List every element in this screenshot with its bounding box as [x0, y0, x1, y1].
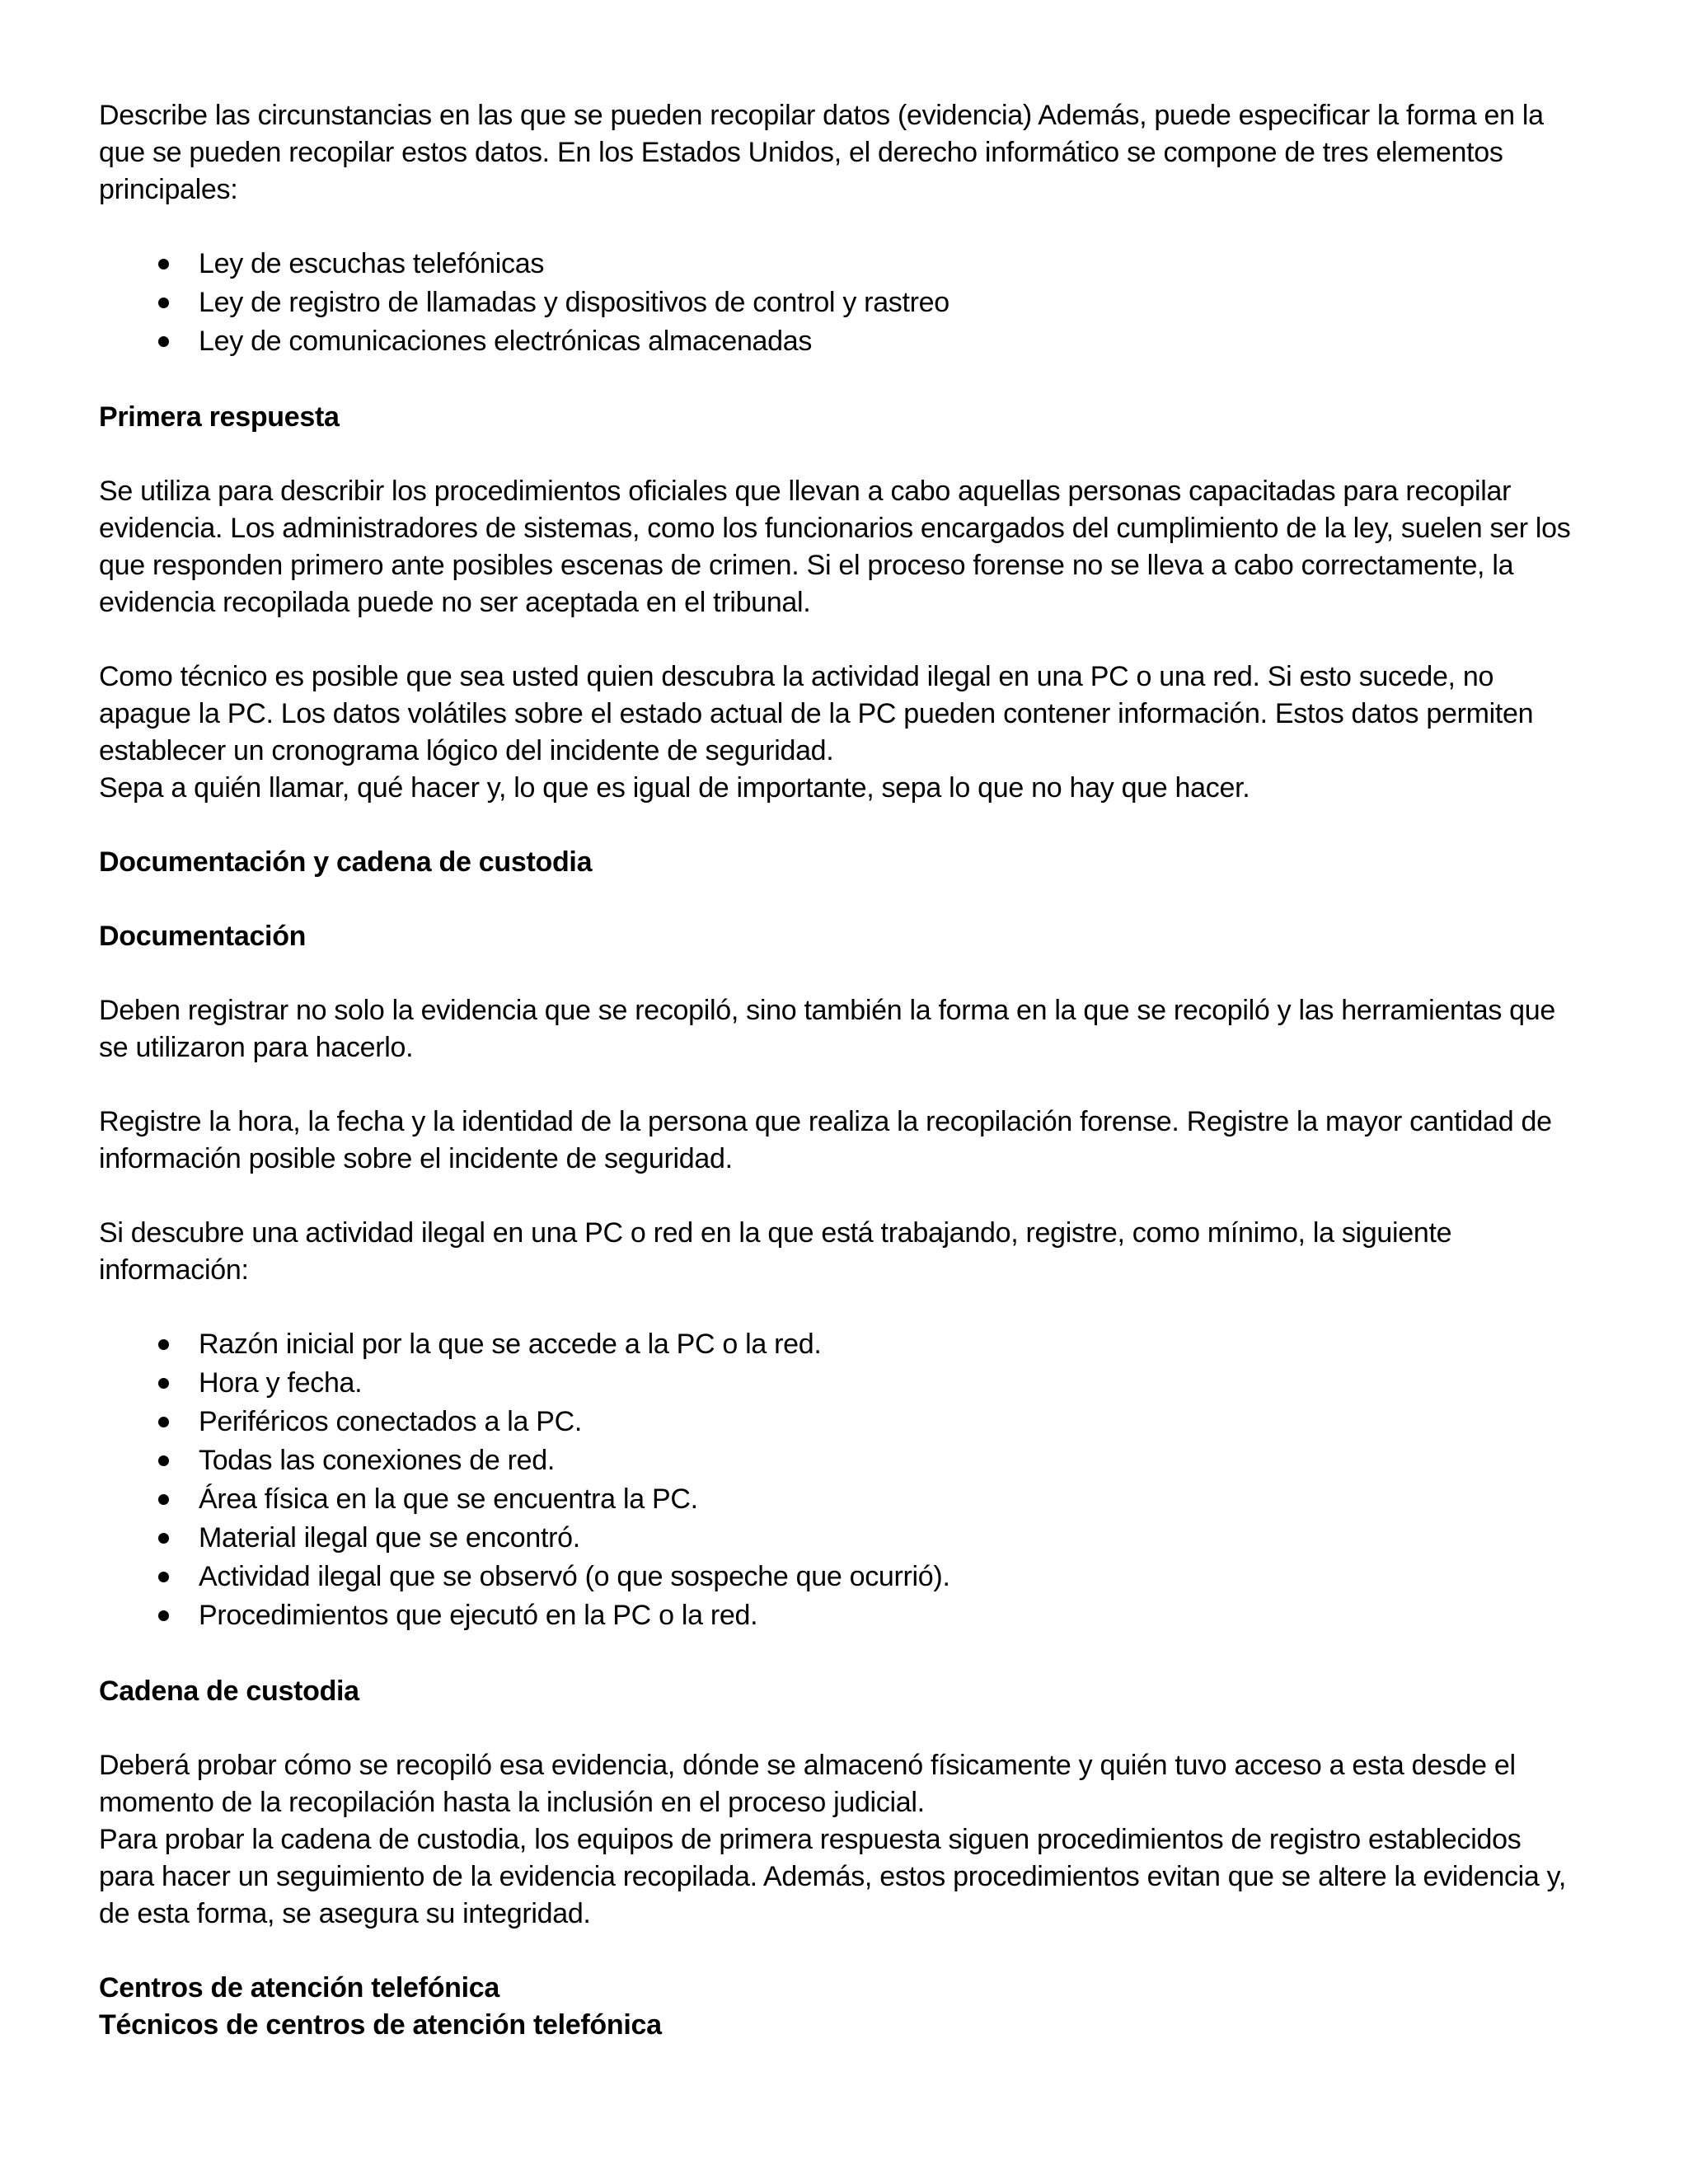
list-item: [99, 1558, 1582, 1597]
heading-chain-of-custody: Cadena de custodia: [99, 1675, 359, 1707]
heading-call-center-technicians: Técnicos de centros de atención telefónica: [99, 2009, 662, 2041]
documentation-paragraph-3: Si descubre una actividad ilegal en una PC o red en la que está trabajando, registre, como mínimo, la siguiente información:: [99, 1217, 1452, 1286]
list-item: [99, 284, 1582, 323]
heading-call-centers: Centros de atención telefónica: [99, 1972, 499, 2004]
heading-documentation-chain: Documentación y cadena de custodia: [99, 846, 593, 878]
bullet-icon: [158, 1494, 169, 1505]
list-item-text: Procedimientos que ejecutó en la PC o la red.: [199, 1600, 758, 1631]
list-item: [99, 1481, 1582, 1520]
documentation-paragraph-2: Registre la hora, la fecha y la identidad de la persona que realiza la recopilación forense. Registre la mayor cantidad de información posible sobre el incidente de seguridad.: [99, 1106, 1552, 1174]
intro-paragraph: Describe las circunstancias en las que se pueden recopilar datos (evidencia) Además, puede especificar la forma en la que se pueden recopilar estos datos. En los Estados Unidos, el derecho informático se compone de tres elementos principales:: [99, 100, 1544, 205]
list-item: [99, 323, 1582, 362]
list-item-text: Área física en la que se encuentra la PC.: [199, 1483, 698, 1515]
first-response-paragraph-3: Sepa a quién llamar, qué hacer y, lo que es igual de importante, sepa lo que no hay que hacer.: [99, 772, 1250, 804]
bullet-icon: [158, 1339, 169, 1350]
bullet-icon: [158, 298, 169, 308]
document-page: [99, 97, 1582, 2044]
custody-paragraph-1: Deberá probar cómo se recopiló esa evidencia, dónde se almacenó físicamente y quién tuvo acceso a esta desde el momento de la recopilación hasta la inclusión en el proceso judicial.: [99, 1750, 1516, 1818]
list-item: [99, 246, 1582, 284]
bullet-icon: [158, 259, 169, 269]
list-item-text: Actividad ilegal que se observó (o que sospeche que ocurrió).: [199, 1561, 950, 1592]
list-item-text: Ley de registro de llamadas y dispositivos de control y rastreo: [199, 287, 950, 318]
list-item: [99, 1442, 1582, 1481]
bullet-icon: [158, 1378, 169, 1389]
laws-list: [99, 246, 1582, 362]
bullet-icon: [158, 1572, 169, 1582]
list-item-text: Todas las conexiones de red.: [199, 1445, 555, 1476]
bullet-icon: [158, 1533, 169, 1544]
first-response-paragraph-1: Se utiliza para describir los procedimientos oficiales que llevan a cabo aquellas personas capacitadas para recopilar evidencia. Los administradores de sistemas, como los funcionarios encargados del cumplimiento de la ley, suelen ser los que responden primero ante posibles escenas de crimen. Si el proceso forense no se lleva a cabo correctamente, la evidencia recopilada puede no ser aceptada en el tribunal.: [99, 476, 1571, 618]
list-item: [99, 1520, 1582, 1558]
list-item: [99, 1365, 1582, 1404]
documentation-paragraph-1: Deben registrar no solo la evidencia que se recopiló, sino también la forma en la que se recopiló y las herramientas que se utilizaron para hacerlo.: [99, 995, 1556, 1063]
list-item-text: Ley de comunicaciones electrónicas almacenadas: [199, 326, 813, 357]
list-item: [99, 1597, 1582, 1636]
first-response-paragraph-2: Como técnico es posible que sea usted quien descubra la actividad ilegal en una PC o una red. Si esto sucede, no apague la PC. Los datos volátiles sobre el estado actual de la PC pueden contener información. Estos datos permiten establecer un cronograma lógico del incidente de seguridad.: [99, 661, 1534, 766]
documentation-list: [99, 1326, 1582, 1636]
list-item: [99, 1404, 1582, 1442]
list-item-text: Razón inicial por la que se accede a la PC o la red.: [199, 1329, 822, 1360]
list-item-text: Hora y fecha.: [199, 1367, 363, 1399]
heading-first-response: Primera respuesta: [99, 401, 340, 433]
bullet-icon: [158, 1455, 169, 1466]
bullet-icon: [158, 1610, 169, 1621]
list-item-text: Ley de escuchas telefónicas: [199, 248, 545, 279]
list-item-text: Periféricos conectados a la PC.: [199, 1406, 583, 1437]
heading-documentation: Documentación: [99, 921, 307, 952]
list-item-text: Material ilegal que se encontró.: [199, 1522, 580, 1554]
list-item: [99, 1326, 1582, 1365]
custody-paragraph-2: Para probar la cadena de custodia, los equipos de primera respuesta siguen procedimientos de registro establecidos para hacer un seguimiento de la evidencia recopilada. Además, estos procedimientos evitan que se altere la evidencia y, de esta forma, se asegura su integridad.: [99, 1824, 1566, 1929]
bullet-icon: [158, 1417, 169, 1427]
bullet-icon: [158, 336, 169, 347]
